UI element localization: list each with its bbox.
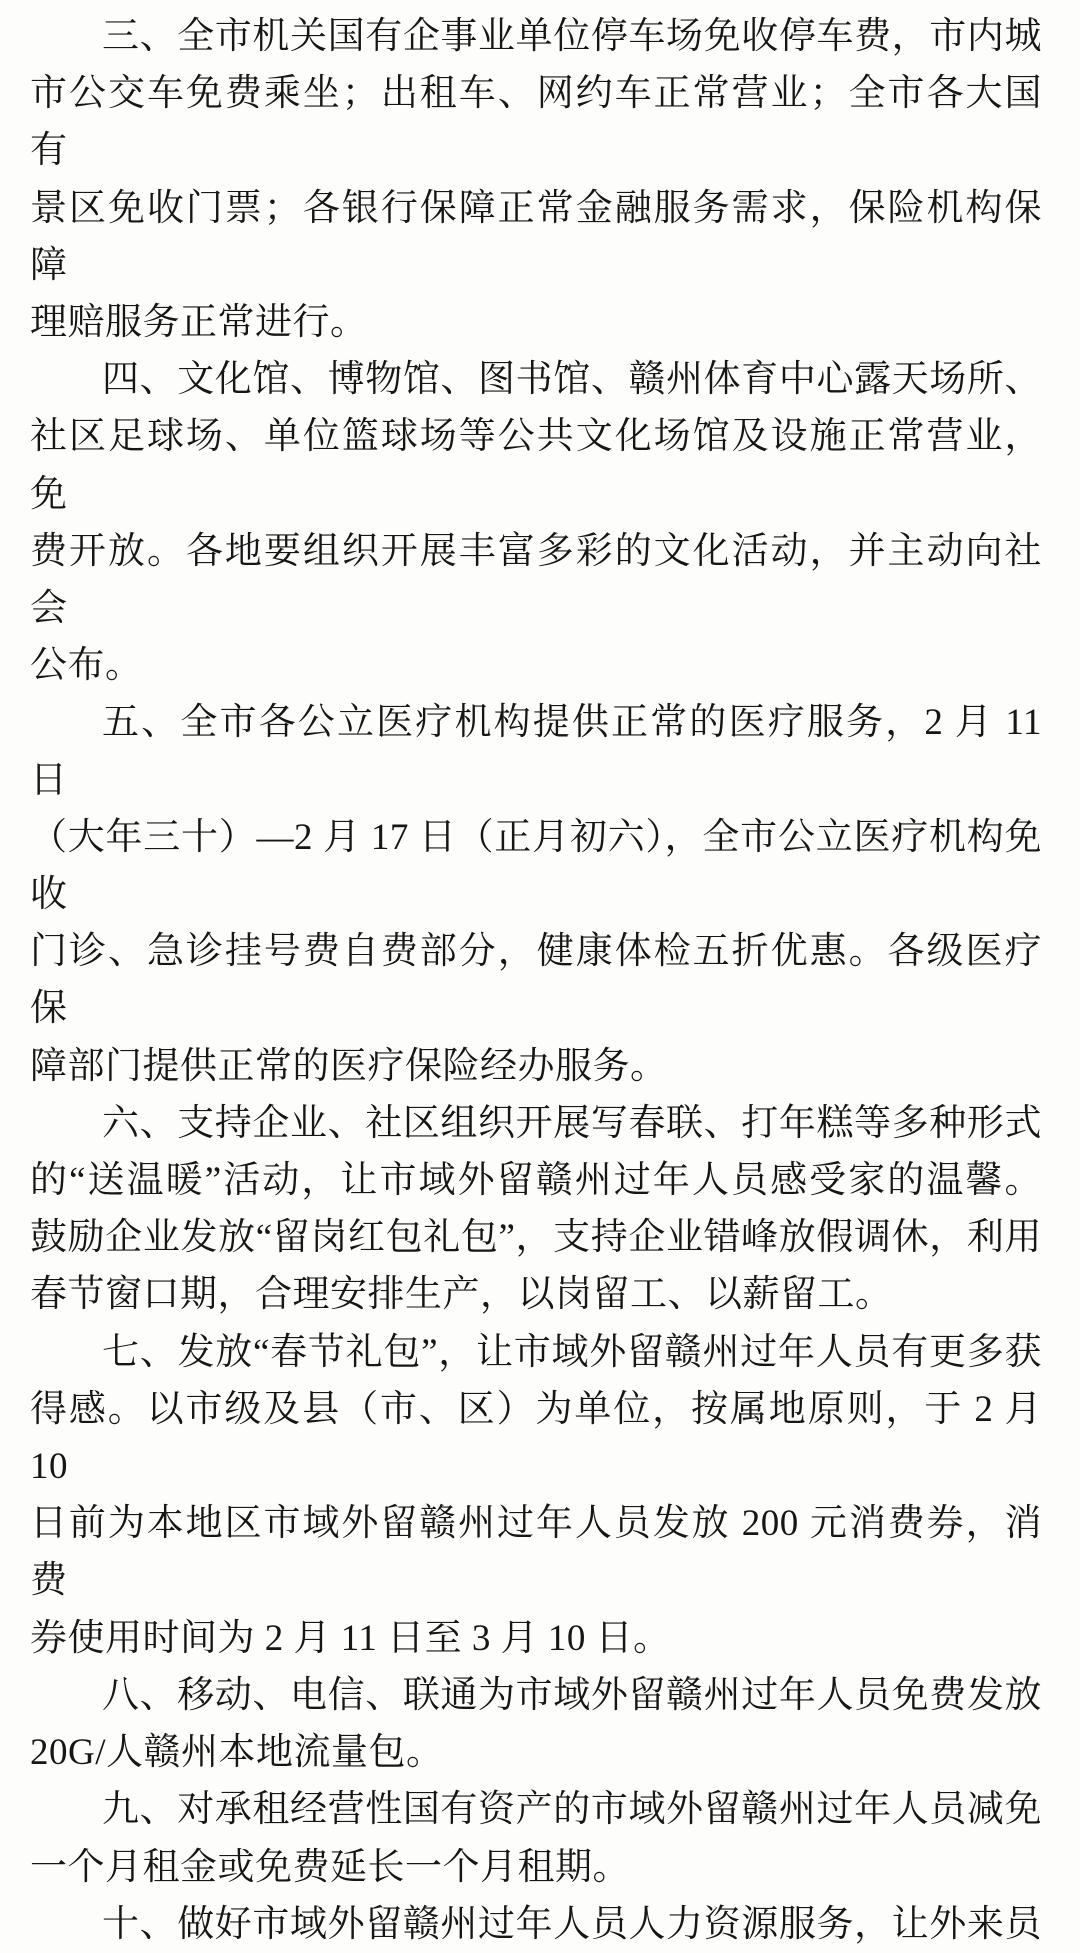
text-line: 券使用时间为 2 月 11 日至 3 月 10 日。 (30, 1617, 671, 1659)
text-line: 六、支持企业、社区组织开展写春联、打年糕等多种形式 (102, 1102, 1042, 1144)
text-line: 障部门提供正常的医疗保险经办服务。 (30, 1045, 668, 1087)
text-line: 理赔服务正常进行。 (30, 302, 368, 344)
text-line: 市公交车免费乘坐；出租车、网约车正常营业；全市各大国有 (30, 73, 1042, 172)
text-line: 费开放。各地要组织开展丰富多彩的文化活动，并主动向社会 (30, 530, 1042, 630)
text-line: 得感。以市级及县（市、区）为单位，按属地原则，于 2 月 10 (30, 1388, 1042, 1488)
notice-item-8 (30, 1896, 1042, 1953)
text-line: 一个月租金或免费延长一个月租期。 (30, 1846, 630, 1888)
text-line: 日前为本地区市域外留赣州过年人员发放 200 元消费券，消费 (30, 1503, 1042, 1602)
text-line: 春节窗口期，合理安排生产，以岗留工、以薪留工。 (30, 1274, 893, 1316)
notice-item-2 (30, 351, 1042, 694)
notice-item-4 (30, 1095, 1042, 1324)
text-line: 鼓励企业发放“留岗红包礼包”，支持企业错峰放假调休，利用 (30, 1217, 1042, 1259)
text-line: 十、做好市域外留赣州过年人员人力资源服务，让外来员 (102, 1903, 1042, 1945)
text-line: 的“送温暖”活动，让市域外留赣州过年人员感受家的温馨。 (30, 1160, 1042, 1202)
text-line: 20G/人赣州本地流量包。 (30, 1732, 444, 1774)
text-line: （大年三十）—2 月 17 日（正月初六），全市公立医疗机构免收 (30, 816, 1042, 916)
notice-item-6 (30, 1667, 1042, 1781)
text-line: 四、文化馆、博物馆、图书馆、赣州体育中心露天场所、 (102, 359, 1042, 401)
text-line: 三、全市机关国有企事业单位停车场免收停车费，市内城 (102, 16, 1042, 57)
text-line: 景区免收门票；各银行保障正常金融服务需求，保险机构保障 (30, 187, 1042, 286)
text-line: 公布。 (30, 645, 143, 687)
text-line: 门诊、急诊挂号费自费部分，健康体检五折优惠。各级医疗保 (30, 931, 1042, 1030)
text-line: 五、全市各公立医疗机构提供正常的医疗服务，2 月 11 日 (30, 702, 1042, 801)
text-line: 九、对承租经营性国有资产的市域外留赣州过年人员减免 (102, 1789, 1042, 1831)
notice-item-3 (30, 694, 1042, 1094)
notice-item-1 (30, 8, 1042, 351)
text-line: 七、发放“春节礼包”，让市域外留赣州过年人员有更多获 (102, 1331, 1042, 1373)
text-line: 社区足球场、单位篮球场等公共文化场馆及设施正常营业，免 (30, 416, 1042, 515)
text-line: 八、移动、电信、联通为市域外留赣州过年人员免费发放 (102, 1674, 1042, 1716)
notice-item-7 (30, 1781, 1042, 1895)
notice-item-5 (30, 1324, 1042, 1667)
